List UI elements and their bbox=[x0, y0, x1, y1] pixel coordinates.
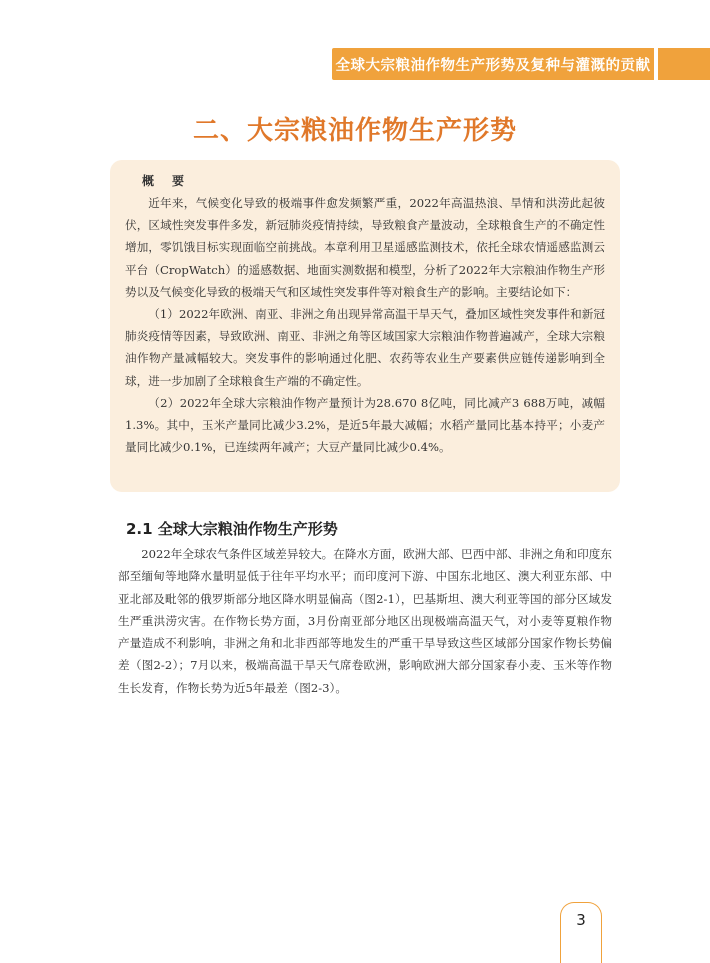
running-header-title: 全球大宗粮油作物生产形势及复种与灌溉的贡献 bbox=[335, 57, 651, 74]
summary-box bbox=[110, 160, 620, 492]
summary-paragraph-conclusion-1: （1）2022年欧洲、南亚、非洲之角出现异常高温干旱天气，叠加区域性突发事件和新冠肺炎疫情等因素，导致欧洲、南亚、非洲之角等区域国家大宗粮油作物普遍减产，全球大宗粮油作物产量减幅较大。突发事件的影响通过化肥、农药等农业生产要素供应链传递影响到全球，进一步加剧了全球粮食生产端的不确定性。 bbox=[125, 307, 605, 388]
header-edge-tab bbox=[658, 48, 710, 80]
summary-paragraph-intro: 近年来，气候变化导致的极端事件愈发频繁严重，2022年高温热浪、旱情和洪涝此起彼伏，区域性突发事件多发，新冠肺炎疫情持续，导致粮食产量波动，全球粮食生产的不确定性增加，零饥饿目标实现面临空前挑战。本章利用卫星遥感监测技术，依托全球农情遥感监测云平台（CropWatch）的遥感数据、地面实测数据和模型，分析了2022年大宗粮油作物生产形势以及气候变化导致的极端天气和区域性突发事件等对粮食生产的影响。主要结论如下： bbox=[125, 196, 605, 299]
page-number-tab bbox=[560, 902, 602, 963]
summary-label: 概 要 bbox=[142, 174, 188, 188]
section-heading: 2.1 全球大宗粮油作物生产形势 bbox=[126, 520, 338, 538]
section-body-paragraph: 2022年全球农气条件区域差异较大。在降水方面，欧洲大部、巴西中部、非洲之角和印度东部至缅甸等地降水量明显低于往年平均水平；而印度河下游、中国东北地区、澳大利亚东部、中亚北部及毗邻的俄罗斯部分地区降水明显偏高（图2-1），巴基斯坦、澳大利亚等国的部分区域发生严重洪涝灾害。在作物长势方面，3月份南亚部分地区出现极端高温天气，对小麦等夏粮作物产量造成不利影响，非洲之角和北非西部等地发生的严重干旱导致这些区域部分国家作物长势偏差（图2-2）；7月以来，极端高温干旱天气席卷欧洲，影响欧洲大部分国家春小麦、玉米等作物生长发育，作物长势为近5年最差（图2-3）。 bbox=[118, 547, 612, 695]
chapter-title: 二、大宗粮油作物生产形势 bbox=[192, 116, 517, 146]
running-header bbox=[332, 48, 654, 80]
page-number: 3 bbox=[576, 911, 586, 929]
summary-paragraph-conclusion-2: （2）2022年全球大宗粮油作物产量预计为28.670 8亿吨，同比减产3 688万吨，减幅1.3%。其中，玉米产量同比减少3.2%，是近5年最大减幅；水稻产量同比基本持平；小麦产量同比减少0.1%，已连续两年减产；大豆产量同比减少0.4%。 bbox=[125, 395, 605, 455]
